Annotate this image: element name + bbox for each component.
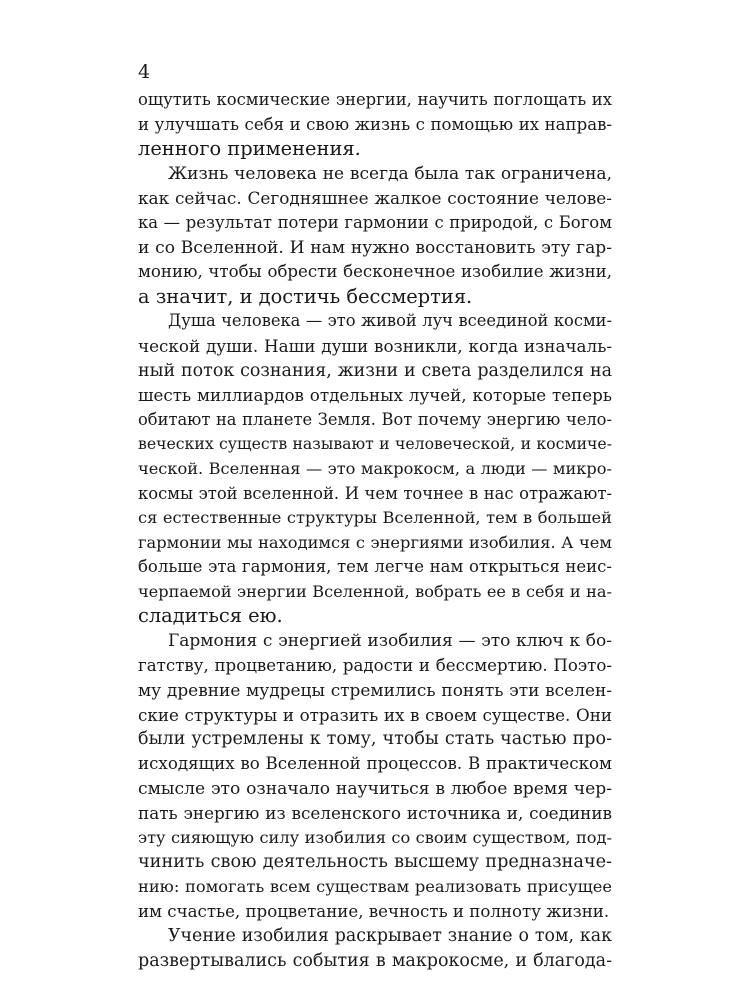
text-line: эту сияющую силу изобилия со своим существом, под- bbox=[138, 827, 612, 847]
text-line: и улучшать себя и свою жизнь с помощью их направ- bbox=[138, 114, 612, 134]
text-line: гармонии мы находимся с энергиями изобилия. А чем bbox=[138, 532, 612, 552]
text-line: Жизнь человека не всегда была так ограничена, bbox=[168, 163, 612, 184]
text-line: монию, чтобы обрести бесконечное изобилие жизни, bbox=[138, 262, 612, 282]
text-line: Учение изобилия раскрывает знание о том, как bbox=[168, 926, 612, 947]
text-line: исходящих во Вселенной процессов. В практическом bbox=[138, 754, 612, 774]
text-line: ощутить космические энергии, научить поглощать их bbox=[138, 90, 612, 109]
text-line: ленного применения. bbox=[138, 137, 361, 161]
text-line: им счастье, процветание, вечность и полноту жизни. bbox=[138, 901, 610, 921]
text-line: Гармония с энергией изобилия — это ключ к бо- bbox=[168, 631, 612, 652]
text-line: черпаемой энергии Вселенной, вобрать ее в себя и на- bbox=[138, 581, 612, 601]
text-line: му древние мудрецы стремились понять эти вселен- bbox=[138, 680, 612, 701]
text-line: шесть миллиардов отдельных лучей, которые теперь bbox=[138, 385, 612, 406]
text-line: больше эта гармония, тем легче нам открыться неис- bbox=[138, 557, 612, 577]
text-line: веческих существ называют и человеческой, и космиче- bbox=[138, 434, 612, 454]
text-line: нию: помогать всем существам реализовать присущее bbox=[138, 877, 612, 896]
text-line: и со Вселенной. И нам нужно восстановить эту гар- bbox=[138, 237, 612, 258]
text-line: ка — результат потери гармонии с природой, с Богом bbox=[138, 212, 612, 232]
text-line: космы этой вселенной. И чем точнее в нас отражают- bbox=[138, 483, 612, 503]
text-line: были устремлены к тому, чтобы стать частью про- bbox=[138, 729, 612, 750]
text-line: гатству, процветанию, радости и бессмертию. Поэто- bbox=[138, 655, 612, 675]
text-line: как сейчас. Сегодняшнее жалкое состояние челове- bbox=[138, 188, 612, 209]
text-line: развертывались события в макрокосме, и благода- bbox=[138, 950, 612, 971]
text-line: обитают на планете Земля. Вот почему энергию чело- bbox=[138, 409, 612, 429]
text-line: сладиться ею. bbox=[138, 604, 283, 628]
text-line: ся естественные структуры Вселенной, тем в большей bbox=[138, 508, 612, 528]
text-line: Душа человека — это живой луч всеединой косми- bbox=[168, 311, 612, 331]
page-number: 4 bbox=[138, 61, 151, 83]
text-line: ческой души. Наши души возникли, когда изначаль- bbox=[138, 335, 612, 356]
text-line: смысле это означало научиться в любое время чер- bbox=[138, 778, 612, 799]
text-line: ские структуры и отразить их в своем существе. Они bbox=[138, 704, 612, 725]
text-line: чинить свою деятельность высшему предназначе- bbox=[138, 852, 612, 873]
text-line: пать энергию из вселенского источника и, соединив bbox=[138, 803, 612, 824]
text-line: ный поток сознания, жизни и света разделился на bbox=[138, 360, 612, 381]
text-line: а значит, и достичь бессмертия. bbox=[138, 284, 473, 308]
body-text bbox=[138, 88, 612, 973]
text-line: ческой. Вселенная — это макрокосм, а люди — микро- bbox=[138, 458, 612, 478]
